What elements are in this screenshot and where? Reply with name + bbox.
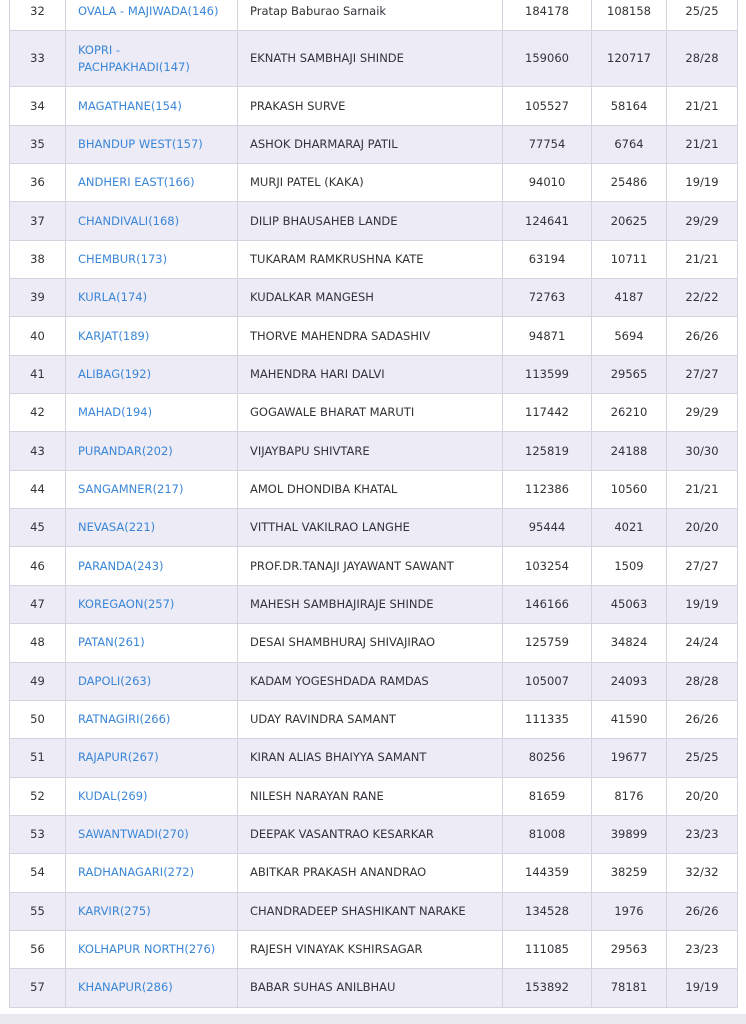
serial-number-cell: 33 (10, 31, 66, 87)
serial-number-cell: 51 (10, 739, 66, 777)
margin-cell: 120717 (592, 31, 667, 87)
votes-cell: 63194 (503, 240, 592, 278)
votes-cell: 94871 (503, 317, 592, 355)
serial-number-cell: 57 (10, 969, 66, 1007)
votes-cell: 94010 (503, 164, 592, 202)
margin-cell: 78181 (592, 969, 667, 1007)
rounds-cell: 27/27 (667, 355, 738, 393)
candidate-name-cell: VITTHAL VAKILRAO LANGHE (238, 509, 503, 547)
table-row (10, 87, 738, 125)
margin-cell: 45063 (592, 585, 667, 623)
votes-cell: 111335 (503, 700, 592, 738)
table-row (10, 585, 738, 623)
constituency-link[interactable]: MAHAD(194) (66, 394, 238, 432)
candidate-name-cell: ABITKAR PRAKASH ANANDRAO (238, 854, 503, 892)
rounds-cell: 28/28 (667, 31, 738, 87)
votes-cell: 77754 (503, 125, 592, 163)
margin-cell: 6764 (592, 125, 667, 163)
constituency-link[interactable]: KARJAT(189) (66, 317, 238, 355)
votes-cell: 95444 (503, 509, 592, 547)
page-bottom-edge (0, 1014, 746, 1024)
votes-cell: 159060 (503, 31, 592, 87)
table-row (10, 31, 738, 87)
rounds-cell: 23/23 (667, 815, 738, 853)
table-row (10, 854, 738, 892)
serial-number-cell: 53 (10, 815, 66, 853)
margin-cell: 10711 (592, 240, 667, 278)
table-row (10, 777, 738, 815)
margin-cell: 58164 (592, 87, 667, 125)
table-row (10, 624, 738, 662)
constituency-link[interactable]: KOPRI - PACHPAKHADI(147) (66, 31, 238, 87)
table-row (10, 892, 738, 930)
rounds-cell: 29/29 (667, 202, 738, 240)
constituency-link[interactable]: KOLHAPUR NORTH(276) (66, 930, 238, 968)
rounds-cell: 23/23 (667, 930, 738, 968)
constituency-link[interactable]: KUDAL(269) (66, 777, 238, 815)
candidate-name-cell: VIJAYBAPU SHIVTARE (238, 432, 503, 470)
table-row (10, 394, 738, 432)
margin-cell: 4021 (592, 509, 667, 547)
candidate-name-cell: TUKARAM RAMKRUSHNA KATE (238, 240, 503, 278)
serial-number-cell: 43 (10, 432, 66, 470)
serial-number-cell: 34 (10, 87, 66, 125)
constituency-link[interactable]: RADHANAGARI(272) (66, 854, 238, 892)
candidate-name-cell: NILESH NARAYAN RANE (238, 777, 503, 815)
serial-number-cell: 45 (10, 509, 66, 547)
rounds-cell: 24/24 (667, 624, 738, 662)
votes-cell: 125759 (503, 624, 592, 662)
candidate-name-cell: MAHENDRA HARI DALVI (238, 355, 503, 393)
serial-number-cell: 52 (10, 777, 66, 815)
table-row (10, 125, 738, 163)
rounds-cell: 26/26 (667, 700, 738, 738)
constituency-link[interactable]: NEVASA(221) (66, 509, 238, 547)
constituency-link[interactable]: CHEMBUR(173) (66, 240, 238, 278)
margin-cell: 24188 (592, 432, 667, 470)
candidate-name-cell: ASHOK DHARMARAJ PATIL (238, 125, 503, 163)
rounds-cell: 22/22 (667, 279, 738, 317)
candidate-name-cell: DESAI SHAMBHURAJ SHIVAJIRAO (238, 624, 503, 662)
margin-cell: 29565 (592, 355, 667, 393)
candidate-name-cell: UDAY RAVINDRA SAMANT (238, 700, 503, 738)
margin-cell: 24093 (592, 662, 667, 700)
table-row (10, 0, 738, 31)
candidate-name-cell: KADAM YOGESHDADA RAMDAS (238, 662, 503, 700)
votes-cell: 111085 (503, 930, 592, 968)
candidate-name-cell: DEEPAK VASANTRAO KESARKAR (238, 815, 503, 853)
votes-cell: 117442 (503, 394, 592, 432)
candidate-name-cell: PRAKASH SURVE (238, 87, 503, 125)
table-row (10, 317, 738, 355)
margin-cell: 19677 (592, 739, 667, 777)
votes-cell: 113599 (503, 355, 592, 393)
serial-number-cell: 49 (10, 662, 66, 700)
candidate-name-cell: MAHESH SAMBHAJIRAJE SHINDE (238, 585, 503, 623)
margin-cell: 41590 (592, 700, 667, 738)
candidate-name-cell: BABAR SUHAS ANILBHAU (238, 969, 503, 1007)
table-row (10, 202, 738, 240)
constituency-link[interactable]: PARANDA(243) (66, 547, 238, 585)
votes-cell: 125819 (503, 432, 592, 470)
results-table-body (10, 0, 738, 1007)
candidate-name-cell: RAJESH VINAYAK KSHIRSAGAR (238, 930, 503, 968)
constituency-link[interactable]: ANDHERI EAST(166) (66, 164, 238, 202)
rounds-cell: 19/19 (667, 164, 738, 202)
table-row (10, 509, 738, 547)
candidate-name-cell: THORVE MAHENDRA SADASHIV (238, 317, 503, 355)
margin-cell: 108158 (592, 0, 667, 31)
rounds-cell: 20/20 (667, 509, 738, 547)
constituency-link[interactable]: BHANDUP WEST(157) (66, 125, 238, 163)
rounds-cell: 21/21 (667, 240, 738, 278)
margin-cell: 39899 (592, 815, 667, 853)
votes-cell: 144359 (503, 854, 592, 892)
candidate-name-cell: PROF.DR.TANAJI JAYAWANT SAWANT (238, 547, 503, 585)
votes-cell: 105007 (503, 662, 592, 700)
serial-number-cell: 41 (10, 355, 66, 393)
constituency-link[interactable]: CHANDIVALI(168) (66, 202, 238, 240)
table-row (10, 930, 738, 968)
rounds-cell: 32/32 (667, 854, 738, 892)
table-row (10, 355, 738, 393)
serial-number-cell: 55 (10, 892, 66, 930)
margin-cell: 25486 (592, 164, 667, 202)
votes-cell: 153892 (503, 969, 592, 1007)
table-row (10, 470, 738, 508)
constituency-link[interactable]: ALIBAG(192) (66, 355, 238, 393)
candidate-name-cell: MURJI PATEL (KAKA) (238, 164, 503, 202)
votes-cell: 124641 (503, 202, 592, 240)
margin-cell: 20625 (592, 202, 667, 240)
rounds-cell: 21/21 (667, 470, 738, 508)
serial-number-cell: 40 (10, 317, 66, 355)
margin-cell: 5694 (592, 317, 667, 355)
serial-number-cell: 56 (10, 930, 66, 968)
constituency-link[interactable]: KHANAPUR(286) (66, 969, 238, 1007)
serial-number-cell: 50 (10, 700, 66, 738)
margin-cell: 1976 (592, 892, 667, 930)
rounds-cell: 21/21 (667, 125, 738, 163)
serial-number-cell: 36 (10, 164, 66, 202)
table-row (10, 164, 738, 202)
votes-cell: 103254 (503, 547, 592, 585)
rounds-cell: 19/19 (667, 969, 738, 1007)
candidate-name-cell: KIRAN ALIAS BHAIYYA SAMANT (238, 739, 503, 777)
table-row (10, 547, 738, 585)
rounds-cell: 28/28 (667, 662, 738, 700)
rounds-cell: 25/25 (667, 0, 738, 31)
votes-cell: 81008 (503, 815, 592, 853)
candidate-name-cell: CHANDRADEEP SHASHIKANT NARAKE (238, 892, 503, 930)
table-row (10, 279, 738, 317)
serial-number-cell: 35 (10, 125, 66, 163)
constituency-link[interactable]: KURLA(174) (66, 279, 238, 317)
table-row (10, 739, 738, 777)
candidate-name-cell: Pratap Baburao Sarnaik (238, 0, 503, 31)
serial-number-cell: 42 (10, 394, 66, 432)
votes-cell: 184178 (503, 0, 592, 31)
candidate-name-cell: EKNATH SAMBHAJI SHINDE (238, 31, 503, 87)
rounds-cell: 26/26 (667, 317, 738, 355)
table-row (10, 240, 738, 278)
votes-cell: 134528 (503, 892, 592, 930)
rounds-cell: 29/29 (667, 394, 738, 432)
votes-cell: 81659 (503, 777, 592, 815)
serial-number-cell: 46 (10, 547, 66, 585)
rounds-cell: 26/26 (667, 892, 738, 930)
table-row (10, 969, 738, 1007)
rounds-cell: 25/25 (667, 739, 738, 777)
serial-number-cell: 44 (10, 470, 66, 508)
margin-cell: 1509 (592, 547, 667, 585)
constituency-link[interactable]: SAWANTWADI(270) (66, 815, 238, 853)
margin-cell: 34824 (592, 624, 667, 662)
serial-number-cell: 39 (10, 279, 66, 317)
serial-number-cell: 32 (10, 0, 66, 31)
margin-cell: 4187 (592, 279, 667, 317)
votes-cell: 105527 (503, 87, 592, 125)
votes-cell: 72763 (503, 279, 592, 317)
margin-cell: 10560 (592, 470, 667, 508)
serial-number-cell: 47 (10, 585, 66, 623)
constituency-link[interactable]: MAGATHANE(154) (66, 87, 238, 125)
table-row (10, 700, 738, 738)
constituency-link[interactable]: PURANDAR(202) (66, 432, 238, 470)
table-row (10, 432, 738, 470)
results-table (9, 0, 738, 1008)
serial-number-cell: 38 (10, 240, 66, 278)
constituency-link[interactable]: OVALA - MAJIWADA(146) (66, 0, 238, 31)
votes-cell: 146166 (503, 585, 592, 623)
serial-number-cell: 37 (10, 202, 66, 240)
rounds-cell: 21/21 (667, 87, 738, 125)
constituency-link[interactable]: DAPOLI(263) (66, 662, 238, 700)
constituency-link[interactable]: PATAN(261) (66, 624, 238, 662)
table-row (10, 662, 738, 700)
candidate-name-cell: DILIP BHAUSAHEB LANDE (238, 202, 503, 240)
margin-cell: 29563 (592, 930, 667, 968)
margin-cell: 38259 (592, 854, 667, 892)
margin-cell: 26210 (592, 394, 667, 432)
constituency-link[interactable]: RAJAPUR(267) (66, 739, 238, 777)
rounds-cell: 20/20 (667, 777, 738, 815)
constituency-link[interactable]: RATNAGIRI(266) (66, 700, 238, 738)
constituency-link[interactable]: KOREGAON(257) (66, 585, 238, 623)
table-row (10, 815, 738, 853)
constituency-link[interactable]: SANGAMNER(217) (66, 470, 238, 508)
rounds-cell: 19/19 (667, 585, 738, 623)
votes-cell: 112386 (503, 470, 592, 508)
constituency-link[interactable]: KARVIR(275) (66, 892, 238, 930)
rounds-cell: 30/30 (667, 432, 738, 470)
rounds-cell: 27/27 (667, 547, 738, 585)
candidate-name-cell: GOGAWALE BHARAT MARUTI (238, 394, 503, 432)
votes-cell: 80256 (503, 739, 592, 777)
margin-cell: 8176 (592, 777, 667, 815)
candidate-name-cell: AMOL DHONDIBA KHATAL (238, 470, 503, 508)
candidate-name-cell: KUDALKAR MANGESH (238, 279, 503, 317)
serial-number-cell: 48 (10, 624, 66, 662)
serial-number-cell: 54 (10, 854, 66, 892)
